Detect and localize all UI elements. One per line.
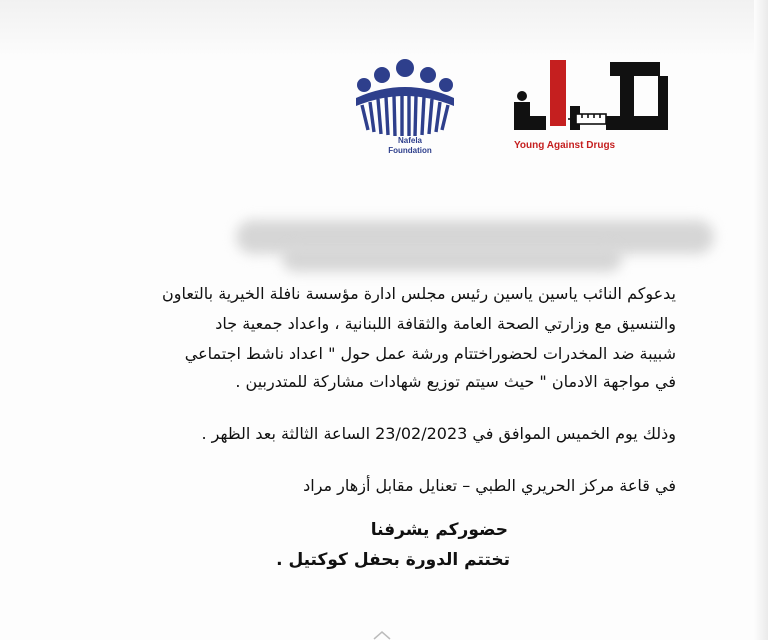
- invitation-line-2: والتنسيق مع وزارتي الصحة العامة والثقافة اللبنانية ، واعداد جمعية جاد: [215, 314, 676, 333]
- event-venue-line: في قاعة مركز الحريري الطبي – تعنايل مقابل أزهار مراد: [303, 476, 676, 495]
- event-date-line: وذلك يوم الخميس الموافق في 23/02/2023 الساعة الثالثة بعد الظهر .: [201, 424, 676, 443]
- invitation-line-1: يدعوكم النائب ياسين ياسين رئيس مجلس ادارة مؤسسة نافلة الخيرية بالتعاون: [162, 284, 676, 303]
- page-corner-mark: [372, 630, 392, 640]
- nafela-logo-line2: Foundation: [388, 146, 432, 155]
- nafela-logo-line1: Nafela: [397, 136, 422, 145]
- top-shadow: [0, 0, 768, 62]
- invitation-line-3: شبيبة ضد المخدرات لحضوراختتام ورشة عمل حول " اعداد ناشط اجتماعي: [184, 344, 676, 363]
- closing-line-1: حضوركم يشرفنا: [370, 520, 508, 540]
- closing-line-2: تختتم الدورة بحفل كوكتيل .: [276, 550, 510, 570]
- invitation-line-4: في مواجهة الادمان " حيث سيتم توزيع شهادات مشاركة للمتدربين .: [235, 372, 676, 391]
- page-edge: [754, 0, 768, 640]
- jad-tagline: Young Against Drugs: [514, 140, 616, 151]
